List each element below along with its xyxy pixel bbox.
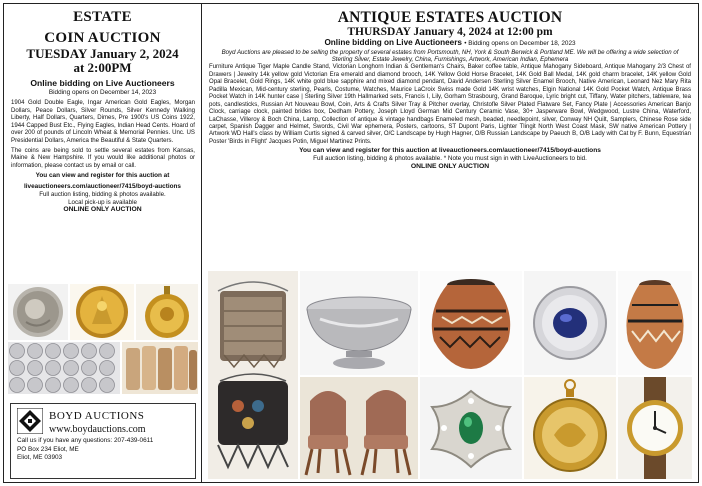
estates-description: Furniture Antique Tiger Maple Candle Stand, Victorian Longhorn Indian & Gentleman's Chairs, Baker coffee table, Antique Mahogany Sideboard, Antique Mahogany 2/3 Chest of Drawers | Jewelry 14k yellow gold Victorian Era emerald and diamond brooch, 14K Yellow Gold Horse Bracelet, 14K Gold Ball Medal, 14K gold charm bracelet, 14K yellow Gold Opal Bracelet, Gold Rings, 14K white gold blue sapphire and mixed diamond pendant, David Andersen Sterling Silver Enamel Brooch, Native American, Leonard Nez Mary Rita Padilla Mexican, Mid-century sterling, Pearls, Costume, Watches, Maurice LaCroix Swiss made Gold 14K wrist watches, Elgin National 14K Gold Pocket Watch, Antique Brass Pocket Watch in 14K hunter case | Sterling Silver 19th Hallmarked sets, Francis I, Lily, Gorham Strasbourg, Grand Baroque, Lyric bright cut, Tiffany, Water pitchers, tableware, tea pots, candlesticks, Russian Art Nouveau Bowl, Coin, Arts & Crafts Silver Tray & Pitcher overlay, Christofle Silver Plated Flatware Set, Fancy Plate | Accessories American Banjo Clock, carriage clock, painted brides box, Dedham Pottery, Joseph Lloyd German Mid Century Ceramic Vase, 30+ Jasperware Bowl, Wedgwood, Lustre China, Waterford, LaChasse, Villeroy & Boch China, Lamp, Collection of antique & vintage handbags Enameled mesh, beaded, needlepoint, silver, Conway NH Quilt, Samplers, Chinese Rose side carpet, Spanish Dagger and Helmet, Swords, Civil War ephemera, Posters, cartoons, ST Dupont Paris, Lighter Tlingit North West Coast Mask, SW native American Pottery | Artwork WD Hall's class by William Curtis signed & carved silver, O/C Landscape by Hugh Hagner, O/B Russian Landscape by Paeuch B, O/B Lady with Cat by F. Bunn, Equestrian Poster 'Birds in Flight' Jacques Potin, Miguel Martinez Prints.: [209, 64, 691, 145]
coin-time: at 2:00PM: [73, 60, 132, 75]
quilt-square-logo-icon: [17, 408, 43, 434]
coin-online-bidding: Online bidding on Live Auctioneers: [30, 78, 175, 88]
coin-photos: [8, 284, 198, 394]
coin-local-pickup: Local pick-up is available: [68, 198, 137, 206]
estates-online-line: Online bidding on Live Auctioneers • Bidding opens on December 18, 2023: [324, 38, 576, 47]
estates-view-register[interactable]: You can view and register for this auction at liveauctioneers.com/auctioneer/7415/boyd-auctions: [299, 147, 601, 155]
estates-auction-column: [202, 4, 698, 482]
estates-intro: Boyd Auctions are pleased to be selling the property of several estates from Portsmouth, NH, York & South Berwick & Portland ME. We will be offering a wide selection of Sterling Silver, Estate Jewelry, China, Furnishings, Artwork, American Indian, Ephemera: [221, 49, 679, 64]
wristwatch-photo: [618, 377, 692, 479]
penny-rolls-photo: [122, 342, 198, 394]
silver-coin-photo: [8, 284, 68, 340]
company-website[interactable]: www.boydauctions.com: [49, 424, 146, 435]
native-pottery-photo: [420, 271, 522, 375]
victorian-chairs-photo: [300, 377, 418, 479]
coin-title-line1: ESTATE: [73, 9, 132, 25]
estates-online-only: ONLINE ONLY AUCTION: [410, 162, 490, 170]
company-contact-info: [17, 437, 193, 463]
coin-description-2: The coins are being sold to settle several estates from Kansas, Maine & New Hampshire. If you would like additional photos or information, please contact us by email or call.: [11, 146, 195, 169]
emerald-brooch-photo: [420, 377, 522, 479]
native-pottery-jar-photo: [618, 271, 692, 375]
silver-dollars-grid-photo: [8, 342, 120, 394]
estates-photo-gallery: [208, 271, 692, 479]
estates-date: THURSDAY January 4, 2024 at 12:00 pm: [347, 26, 553, 38]
coin-auction-column: [4, 4, 201, 482]
company-po-box: PO Box 234 Eliot, ME: [17, 445, 79, 453]
estates-online-bidding: Online bidding on Live Auctioneers: [324, 38, 462, 47]
sapphire-brooch-photo: [524, 271, 616, 375]
coin-title-line2: COIN AUCTION: [44, 30, 161, 46]
silver-centerpiece-bowl-photo: [300, 271, 418, 375]
coin-url[interactable]: liveauctioneers.com/auctioneer/7415/boyd-auctions: [24, 183, 181, 191]
coin-full-listing: Full auction listing, bidding & photos available.: [39, 190, 166, 198]
coin-online-only: ONLINE ONLY AUCTION: [63, 206, 142, 214]
gold-eagle-coin-photo: [70, 284, 134, 340]
company-name: BOYD AUCTIONS: [49, 410, 145, 422]
estates-bidding-opens: Bidding opens on December 18, 2023: [468, 40, 576, 47]
beaded-handbags-photo: [208, 271, 298, 479]
coin-description: 1904 Gold Double Eagle, Ingar American Gold Eagles, Morgan Dollars, Peace Dollars, Silver Rounds, Silver Kennedy Walking Liberty, Half Dollars, Quarters, Dimes, Pre 1900's US Coins 1922, 1944 Capped Bust Etc., Flying Eagles, Indian Head Cents. Hoard of over 200 of pounds of Lincoln Wheat & Memorial Pennies. Unc. US Presidential Dollars, America the Beautiful & State Quarters.: [11, 99, 195, 144]
coin-bidding-opens: Bidding opens on December 14, 2023: [48, 89, 157, 96]
company-call: Call us if you have any questions: 207-439-0611: [17, 437, 154, 444]
estates-title: ANTIQUE ESTATES AUCTION: [337, 9, 563, 26]
estates-full-listing: Full auction listing, bidding & photos available. * Note you must sign in with LiveAuctioneers to bid.: [313, 155, 587, 163]
pocket-watch-photo: [524, 377, 616, 479]
boyd-auctions-logo-box: [10, 403, 196, 479]
gold-medal-coin-photo: [136, 284, 198, 340]
coin-date: TUESDAY January 2, 2024: [26, 46, 179, 61]
coin-view-register: You can view and register for this auction at: [35, 172, 170, 180]
company-address: Eliot, ME 03903: [17, 454, 63, 462]
